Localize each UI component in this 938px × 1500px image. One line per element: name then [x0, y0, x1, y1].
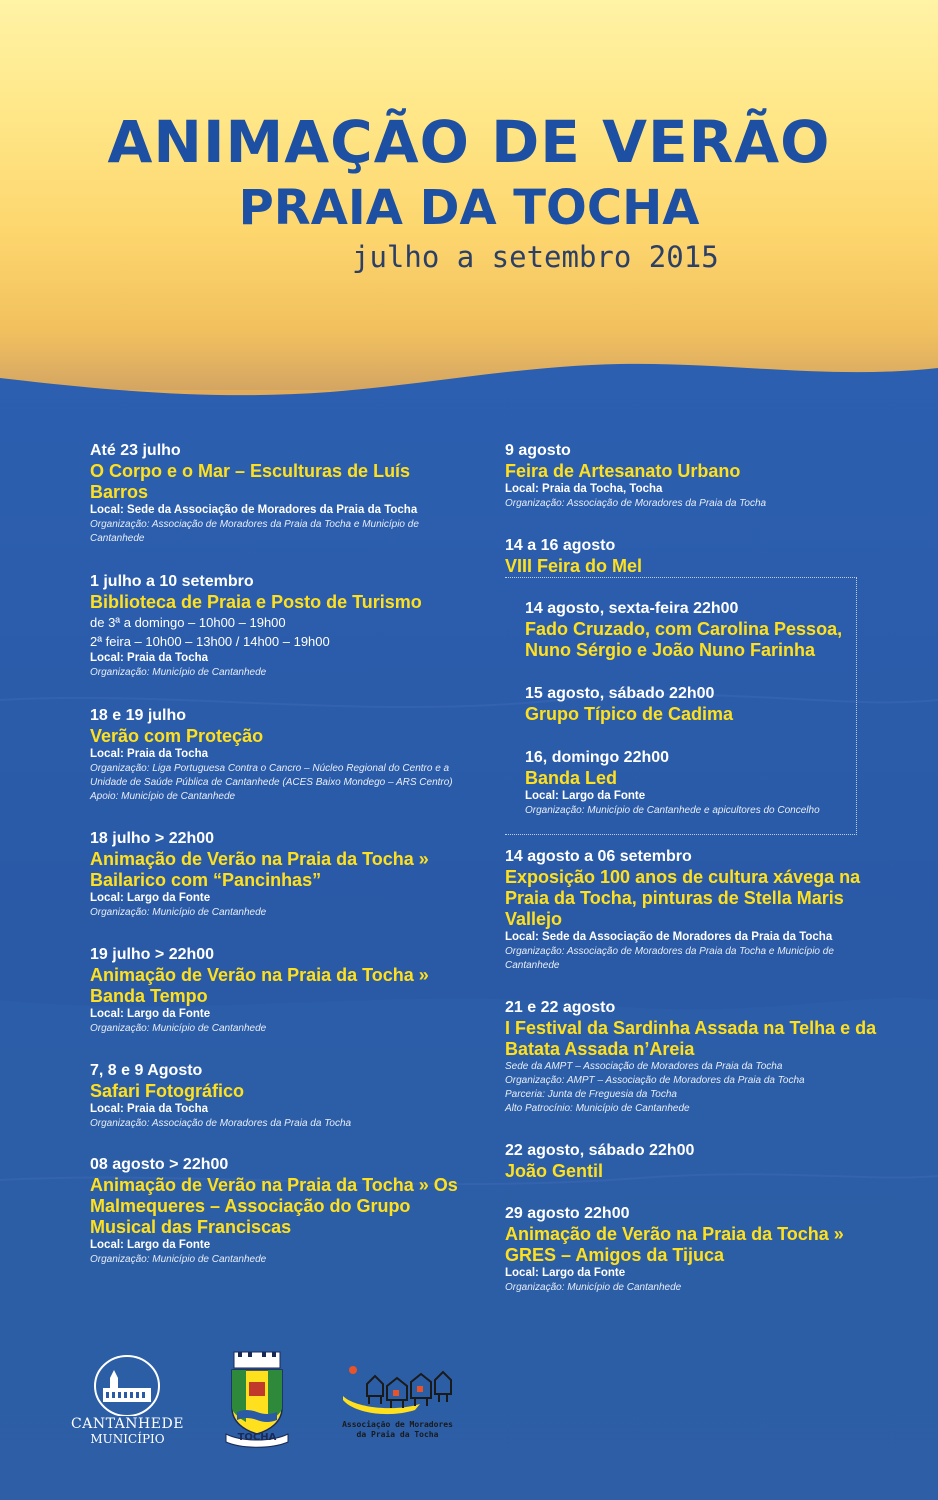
event-date: Até 23 julho [90, 442, 181, 459]
event-item [90, 828, 470, 920]
event-date: 9 agosto [505, 442, 571, 459]
event-location: Local: Largo da Fonte [525, 790, 646, 802]
event-location: Local: Largo da Fonte [90, 1008, 211, 1020]
event-date: 18 julho > 22h00 [90, 830, 215, 847]
poster-subtitle: PRAIA DA TOCHA [238, 180, 700, 236]
tocha-logo [222, 1350, 292, 1450]
poster-header [0, 0, 938, 300]
event-name: Safari Fotográfico [90, 1081, 245, 1101]
event-date: 29 agosto 22h00 [505, 1205, 630, 1222]
event-date: 18 e 19 julho [90, 707, 187, 724]
event-schedule: 2ª feira – 10h00 – 13h00 / 14h00 – 19h00 [90, 634, 330, 649]
event-item [505, 846, 885, 973]
event-organizer: Organização: Liga Portuguesa Contra o Cancro – Núcleo Regional do Centro e a Unidade de Saúde Pública de Cantanhede (ACES Baixo Mondego – ARS Centro) Apoio: Município de Cantanhede [90, 763, 453, 802]
event-name: I Festival da Sardinha Assada na Telha e da Batata Assada n’Areia [505, 1018, 877, 1059]
event-date: 19 julho > 22h00 [90, 946, 215, 963]
associacao-name: Associação de Moradores da Praia da Tocha [342, 1420, 453, 1439]
event-item [90, 1060, 470, 1131]
event-organizer: Organização: AMPT – Associação de Moradores da Praia da Tocha [505, 1075, 805, 1086]
event-item [90, 944, 470, 1036]
event-item [90, 571, 470, 680]
event-location: Local: Largo da Fonte [90, 1239, 211, 1251]
poster-dates: julho a setembro 2015 [352, 240, 719, 274]
event-organizer: Sede da AMPT – Associação de Moradores da Praia da Tocha [505, 1061, 783, 1072]
tocha-name: TOCHA [237, 1432, 277, 1443]
stilt-houses-icon [335, 1360, 460, 1418]
event-organizer: Organização: Município de Cantanhede e apicultores do Concelho [525, 805, 820, 816]
event-date: 7, 8 e 9 Agosto [90, 1062, 203, 1079]
event-organizer: Organização: Município de Cantanhede [90, 667, 267, 678]
event-name: Animação de Verão na Praia da Tocha » Banda Tempo [90, 965, 429, 1006]
event-name: Animação de Verão na Praia da Tocha » Os Malmequeres – Associação do Grupo Musical das Franciscas [90, 1175, 458, 1237]
event-organizer: Parceria: Junta de Freguesia da Tocha [505, 1089, 677, 1100]
event-date: 22 agosto, sábado 22h00 [505, 1142, 695, 1159]
event-date: 15 agosto, sábado 22h00 [525, 685, 715, 702]
event-location: Local: Sede da Associação de Moradores da Praia da Tocha [505, 931, 833, 943]
event-organizer: Organização: Município de Cantanhede [90, 1254, 267, 1265]
event-organizer: Organização: Associação de Moradores da Praia da Tocha [90, 1118, 352, 1129]
event-date: 08 agosto > 22h00 [90, 1156, 229, 1173]
event-organizer: Organização: Associação de Moradores da Praia da Tocha e Município de Cantanhede [505, 946, 834, 971]
event-date: 14 a 16 agosto [505, 537, 616, 554]
cantanhede-emblem-icon [70, 1352, 185, 1416]
event-location: Local: Praia da Tocha [90, 1103, 209, 1115]
event-name: Exposição 100 anos de cultura xávega na Praia da Tocha, pinturas de Stella Maris Vallejo [505, 867, 861, 929]
event-item [505, 1140, 885, 1182]
event-schedule: de 3ª a domingo – 10h00 – 19h00 [90, 615, 286, 630]
event-name: O Corpo e o Mar – Esculturas de Luís Barros [90, 461, 411, 502]
event-date: 14 agosto, sexta-feira 22h00 [525, 600, 739, 617]
event-item [90, 1154, 470, 1267]
event-date: 1 julho a 10 setembro [90, 573, 254, 590]
poster-title: ANIMAÇÃO DE VERÃO [107, 108, 831, 176]
event-organizer: Organização: Município de Cantanhede [90, 907, 267, 918]
event-date: 14 agosto a 06 setembro [505, 848, 692, 865]
event-location: Local: Praia da Tocha, Tocha [505, 483, 663, 495]
event-item [525, 747, 865, 818]
event-name: Banda Led [525, 768, 618, 788]
event-name: Animação de Verão na Praia da Tocha » Bailarico com “Pancinhas” [90, 849, 429, 890]
event-name: Animação de Verão na Praia da Tocha » GRES – Amigos da Tijuca [505, 1224, 844, 1265]
event-item [505, 440, 885, 511]
event-organizer: Alto Patrocínio: Município de Cantanhede [505, 1103, 690, 1114]
event-organizer: Organização: Município de Cantanhede [90, 1023, 267, 1034]
event-name: Grupo Típico de Cadima [525, 704, 734, 724]
cantanhede-subtitle: MUNICÍPIO [90, 1432, 165, 1446]
event-name: VIII Feira do Mel [505, 556, 643, 576]
event-name: Feira de Artesanato Urbano [505, 461, 741, 481]
event-name: João Gentil [505, 1161, 604, 1181]
event-name: Biblioteca de Praia e Posto de Turismo [90, 592, 422, 612]
event-location: Local: Sede da Associação de Moradores da Praia da Tocha [90, 504, 418, 516]
event-item [525, 598, 865, 661]
event-item [505, 535, 885, 577]
event-location: Local: Largo da Fonte [90, 892, 211, 904]
cantanhede-name: CANTANHEDE [71, 1416, 184, 1432]
cantanhede-logo [70, 1352, 185, 1452]
event-location: Local: Praia da Tocha [90, 748, 209, 760]
event-item [505, 1203, 885, 1295]
event-organizer: Organização: Município de Cantanhede [505, 1282, 682, 1293]
event-item [90, 440, 470, 546]
event-item [525, 683, 865, 725]
event-name: Fado Cruzado, com Carolina Pessoa, Nuno Sérgio e João Nuno Farinha [525, 619, 843, 660]
event-organizer: Organização: Associação de Moradores da Praia da Tocha [505, 498, 767, 509]
event-date: 16, domingo 22h00 [525, 749, 670, 766]
event-name: Verão com Proteção [90, 726, 264, 746]
associacao-logo [335, 1360, 460, 1445]
event-item [505, 997, 885, 1116]
event-organizer: Organização: Associação de Moradores da Praia da Tocha e Município de Cantanhede [90, 519, 419, 544]
event-location: Local: Praia da Tocha [90, 652, 209, 664]
event-date: 21 e 22 agosto [505, 999, 616, 1016]
event-item [90, 705, 470, 804]
event-location: Local: Largo da Fonte [505, 1267, 626, 1279]
